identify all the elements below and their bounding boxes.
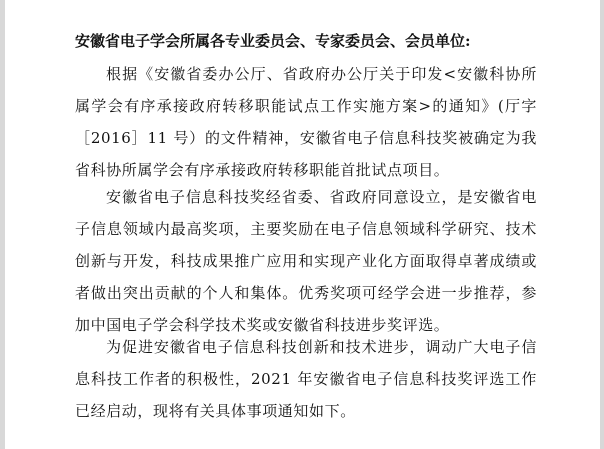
page-left-edge bbox=[0, 0, 5, 449]
page-right-edge bbox=[600, 0, 604, 449]
paragraph-award-description: 安徽省电子信息科技奖经省委、省政府同意设立，是安徽省电子信息领域内最高奖项，主要奖励在电子信息领域科学研究、技术创新与开发，科技成果推广应用和实现产业化方面取得卓著成绩或者做出突出贡献的个人和集体。优秀奖项可经学会进一步推荐，参加中国电子学会科学技术奖或安徽省科技进步奖评选。 bbox=[75, 188, 537, 334]
paragraph-policy-basis: 根据《安徽省委办公厅、省政府办公厅关于印发<安徽科协所属学会有序承接政府转移职能试点工作实施方案>的通知》(厅字［2016］11 号）的文件精神，安徽省电子信息科技奖被确定为我省科协所属学会有序承接政府转移职能首批试点项目。 bbox=[75, 65, 537, 179]
paragraph-notice-intro: 为促进安徽省电子信息科技创新和技术进步，调动广大电子信息科技工作者的积极性，2021 年安徽省电子信息科技奖评选工作已经启动，现将有关具体事项通知如下。 bbox=[75, 338, 537, 420]
salutation-heading: 安徽省电子学会所属各专业委员会、专家委员会、会员单位: bbox=[75, 32, 471, 50]
